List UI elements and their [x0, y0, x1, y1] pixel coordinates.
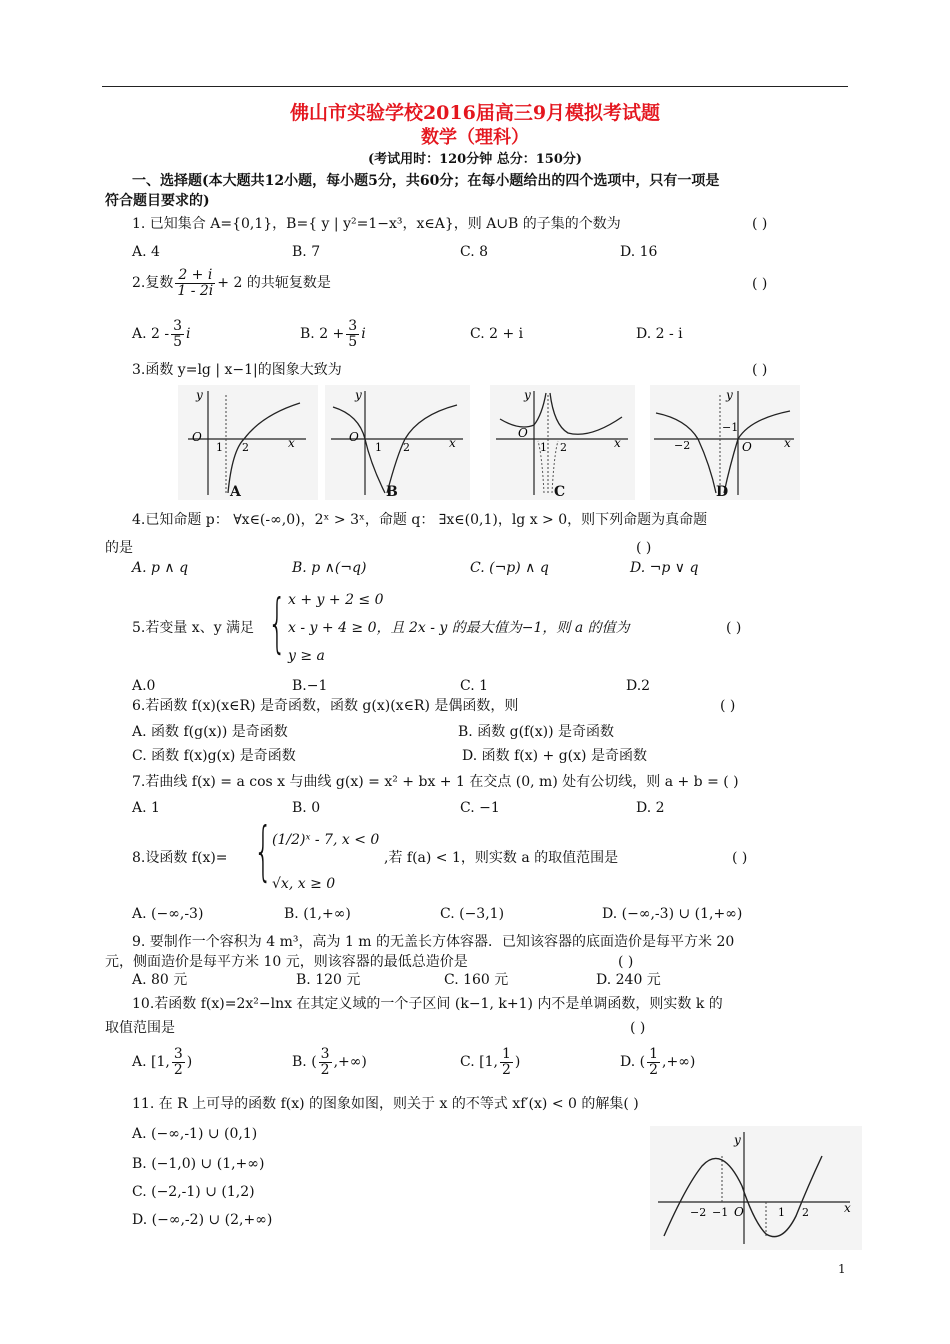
q8-case-1: (1/2)ˣ - 7, x < 0: [272, 832, 380, 848]
q5-answer-paren: ( ): [726, 620, 742, 636]
q11-option-b: B. (−1,0) ∪ (1,+∞): [132, 1156, 265, 1172]
q8-brace: {: [254, 815, 273, 889]
q3-label-c: C: [554, 484, 566, 500]
q10-c-post: ): [514, 1054, 521, 1070]
q10-c-den: 2: [501, 1061, 511, 1078]
q5-constraint-2: x - y + 4 ≥ 0，且 2x - y 的最大值为−1，则 a 的值为: [288, 620, 630, 636]
q3-answer-paren: ( ): [752, 362, 768, 378]
q8-option-d: D. (−∞,-3) ∪ (1,+∞): [602, 906, 743, 922]
q10-a-num: 3: [173, 1045, 183, 1062]
svg-text:y: y: [524, 388, 531, 402]
q11-option-d: D. (−∞,-2) ∪ (2,+∞): [132, 1212, 273, 1228]
q2-num: 2 + i: [175, 268, 215, 284]
q10-b-pre: B. (: [292, 1054, 317, 1070]
q2-post: + 2 的共轭复数是: [217, 275, 331, 291]
svg-text:O: O: [742, 440, 752, 454]
q7-option-c: C. −1: [460, 800, 500, 816]
svg-text:2: 2: [242, 441, 249, 454]
q9-option-c: C. 160 元: [444, 972, 509, 988]
q7-option-b: B. 0: [292, 800, 321, 816]
svg-text:y: y: [196, 388, 203, 402]
q9-answer-paren: ( ): [618, 954, 634, 970]
q6-option-b: B. 函数 g(f(x)) 是奇函数: [458, 724, 614, 740]
q8-stem-post: ,若 f(a) < 1，则实数 a 的取值范围是: [384, 850, 619, 866]
q2-option-d: D. 2 - i: [636, 326, 683, 342]
q2-a-num: 3: [173, 317, 183, 334]
svg-text:O: O: [349, 430, 359, 444]
q5-option-a: A.0: [132, 678, 156, 694]
q5-stem-pre: 5.若变量 x、y 满足: [132, 620, 255, 636]
svg-text:−1: −1: [722, 421, 739, 434]
q6-answer-paren: ( ): [720, 698, 736, 714]
q2-a-pre: A. 2 -: [132, 326, 170, 342]
q10-option-c: [460, 1042, 520, 1082]
svg-text:y: y: [726, 388, 733, 402]
q10-d-num: 1: [649, 1045, 659, 1062]
svg-text:x: x: [844, 1201, 851, 1215]
svg-text:1: 1: [778, 1206, 785, 1219]
q9-stem: 9. 要制作一个容积为 4 m³，高为 1 m 的无盖长方体容器．已知该容器的底面造价是每平方米 20: [132, 934, 735, 950]
exam-info: (考试用时：120分钟 总分：150分): [367, 152, 583, 167]
q6-option-c: C. 函数 f(x)g(x) 是奇函数: [132, 748, 296, 764]
q6-option-a: A. 函数 f(g(x)) 是奇函数: [132, 724, 288, 740]
q8-stem-pre: 8.设函数 f(x)=: [132, 850, 228, 866]
q1-option-b: B. 7: [292, 244, 321, 260]
q2-b-den: 5: [348, 333, 358, 350]
q4-option-d: D. ¬p ∨ q: [630, 560, 699, 576]
exam-subtitle: 数学（理科）: [421, 127, 529, 148]
q9-option-b: B. 120 元: [296, 972, 361, 988]
svg-text:−2: −2: [690, 1206, 707, 1219]
q2-b-post: i: [361, 326, 366, 342]
q10-c-num: 1: [501, 1045, 511, 1062]
q3-label-d: D: [716, 484, 729, 500]
q2-option-c: C. 2 + i: [470, 326, 524, 342]
q3-label-b: B: [386, 484, 398, 500]
q11-option-a: A. (−∞,-1) ∪ (0,1): [132, 1126, 258, 1142]
q9-stem-cont: 元，侧面造价是每平方米 10 元，则该容器的最低总造价是: [105, 954, 468, 970]
q2-b-num: 3: [348, 317, 358, 334]
q10-answer-paren: ( ): [630, 1020, 646, 1036]
q10-stem-cont: 取值范围是: [105, 1020, 175, 1036]
q8-option-a: A. (−∞,-3): [132, 906, 204, 922]
q11-stem: 11. 在 R 上可导的函数 f(x) 的图象如图，则关于 x 的不等式 xf′(x) < 0 的解集( ): [132, 1096, 639, 1112]
q2-stem: [132, 262, 331, 304]
q1-option-c: C. 8: [460, 244, 489, 260]
q2-a-den: 5: [173, 333, 183, 350]
q8-case-2: √x, x ≥ 0: [272, 876, 336, 892]
svg-text:2: 2: [802, 1206, 809, 1219]
svg-text:1: 1: [375, 441, 382, 454]
q10-stem: 10.若函数 f(x)=2x²−lnx 在其定义域的一个子区间 (k−1, k+1) 内不是单调函数，则实数 k 的: [132, 996, 723, 1012]
q10-option-d: [620, 1042, 695, 1082]
q4-option-a: A. p ∧ q: [132, 560, 189, 576]
q10-d-pre: D. (: [620, 1054, 646, 1070]
q2-a-post: i: [186, 326, 191, 342]
q5-option-b: B.−1: [292, 678, 328, 694]
q4-stem-cont: 的是: [105, 540, 133, 556]
q10-b-num: 3: [320, 1045, 330, 1062]
q10-a-pre: A. [1,: [132, 1054, 170, 1070]
svg-text:1: 1: [216, 441, 223, 454]
header-rule: [102, 86, 848, 87]
section-heading-cont: 符合题目要求的): [105, 193, 210, 209]
q1-stem: 1. 已知集合 A={0,1}，B={ y | y²=1−x³，x∈A}，则 A∪B 的子集的个数为: [132, 216, 621, 232]
q10-b-den: 2: [320, 1061, 330, 1078]
exam-title: 佛山市实验学校2016届高三9月模拟考试题: [289, 102, 661, 124]
svg-text:1: 1: [540, 441, 547, 454]
q10-a-post: ): [186, 1054, 193, 1070]
q5-brace: {: [268, 587, 287, 661]
svg-text:−2: −2: [674, 439, 691, 452]
q5-option-c: C. 1: [460, 678, 489, 694]
svg-text:x: x: [449, 436, 456, 450]
q3-graph-a: [178, 385, 318, 500]
q4-option-c: C. (¬p) ∧ q: [470, 560, 549, 576]
q10-d-den: 2: [649, 1061, 659, 1078]
q9-option-a: A. 80 元: [132, 972, 188, 988]
svg-text:O: O: [192, 430, 202, 444]
q7-option-d: D. 2: [636, 800, 665, 816]
q9-option-d: D. 240 元: [596, 972, 661, 988]
q10-a-den: 2: [173, 1061, 183, 1078]
q5-constraint-3: y ≥ a: [288, 648, 325, 664]
q8-option-b: B. (1,+∞): [284, 906, 351, 922]
q7-stem: 7.若曲线 f(x) = a cos x 与曲线 g(x) = x² + bx + 1 在交点 (0, m) 处有公切线，则 a + b = ( ): [132, 774, 739, 790]
q2-answer-paren: ( ): [752, 276, 768, 292]
q8-option-c: C. (−3,1): [440, 906, 505, 922]
q11-graph: [650, 1126, 862, 1250]
q11-option-c: C. (−2,-1) ∪ (1,2): [132, 1184, 255, 1200]
q1-answer-paren: ( ): [752, 216, 768, 232]
svg-text:x: x: [288, 436, 295, 450]
q1-option-a: A. 4: [132, 244, 160, 260]
q1-option-d: D. 16: [620, 244, 658, 260]
page-number: 1: [838, 1262, 846, 1276]
svg-text:−1: −1: [712, 1206, 729, 1219]
svg-text:y: y: [734, 1133, 741, 1147]
q2-b-pre: B. 2 +: [300, 326, 345, 342]
q5-option-d: D.2: [626, 678, 651, 694]
q7-option-a: A. 1: [132, 800, 160, 816]
svg-text:y: y: [355, 388, 362, 402]
q2-den: 1 - 2i: [177, 282, 214, 299]
svg-text:x: x: [614, 436, 621, 450]
q4-option-b: B. p ∧(¬q): [292, 560, 367, 576]
q10-b-post: ,+∞): [333, 1054, 367, 1070]
svg-text:2: 2: [403, 441, 410, 454]
q5-constraint-1: x + y + 2 ≤ 0: [288, 592, 384, 608]
section-heading: 一、选择题(本大题共12小题，每小题5分，共60分；在每小题给出的四个选项中，只有一项是: [132, 173, 720, 189]
svg-text:x: x: [784, 436, 791, 450]
svg-text:2: 2: [560, 441, 567, 454]
q2-pre: 2.复数: [132, 275, 174, 291]
q4-stem: 4.已知命题 p： ∀x∈(-∞,0)，2ˣ > 3ˣ，命题 q： ∃x∈(0,1)，lg x > 0，则下列命题为真命题: [132, 512, 708, 528]
q3-stem: 3.函数 y=lg | x−1|的图象大致为: [132, 362, 342, 378]
q2-option-a: [132, 314, 191, 354]
q6-option-d: D. 函数 f(x) + g(x) 是奇函数: [462, 748, 647, 764]
q10-option-a: [132, 1042, 192, 1082]
q6-stem: 6.若函数 f(x)(x∈R) 是奇函数，函数 g(x)(x∈R) 是偶函数，则: [132, 698, 519, 714]
q3-label-a: A: [230, 484, 241, 500]
svg-text:O: O: [734, 1205, 744, 1219]
q10-c-pre: C. [1,: [460, 1054, 498, 1070]
q8-answer-paren: ( ): [732, 850, 748, 866]
q10-d-post: ,+∞): [662, 1054, 696, 1070]
svg-text:O: O: [518, 426, 528, 440]
q10-option-b: [292, 1042, 367, 1082]
q2-option-b: [300, 314, 366, 354]
q4-answer-paren: ( ): [636, 540, 652, 556]
